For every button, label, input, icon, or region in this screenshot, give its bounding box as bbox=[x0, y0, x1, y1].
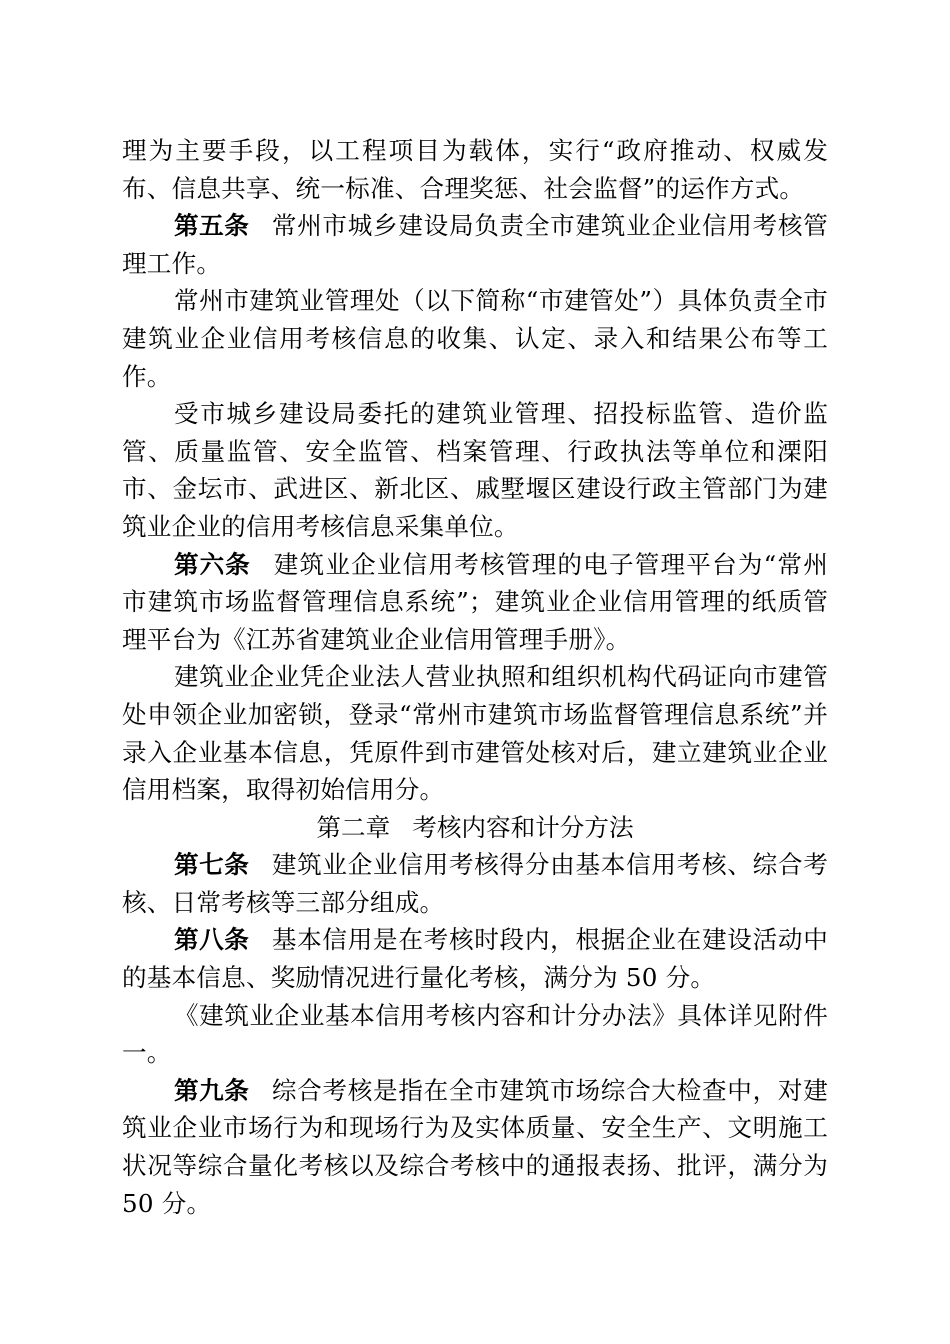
article-7-text: 建筑业企业信用考核得分由基本信用考核、综合考核、日常考核等三部分组成。 bbox=[122, 850, 828, 917]
article-9-text: 综合考核是指在全市建筑市场综合大检查中，对建筑业企业市场行为和现场行为及实体质量、安全生产、文明施工状况等综合量化考核以及综合考核中的通报表扬、批评，满分为 50 分。 bbox=[122, 1075, 828, 1218]
paragraph-registration: 建筑业企业凭企业法人营业执照和组织机构代码证向市建管处申领企业加密锁，登录“常州市建筑市场监督管理信息系统”并录入企业基本信息，凭原件到市建管处核对后，建立建筑业企业信用档案，取得初始信用分。 bbox=[122, 662, 828, 805]
paragraph-attachment-1: 《建筑业企业基本信用考核内容和计分办法》具体详见附件一。 bbox=[122, 1000, 828, 1068]
article-5-text: 常州市城乡建设局负责全市建筑业企业信用考核管理工作。 bbox=[122, 211, 828, 278]
article-7-label: 第七条 bbox=[174, 850, 250, 880]
article-6 bbox=[122, 546, 828, 659]
article-6-text: 建筑业企业信用考核管理的电子管理平台为“常州市建筑市场监督管理信息系统”；建筑业企业信用管理的纸质管理平台为《江苏省建筑业企业信用管理手册》。 bbox=[122, 549, 828, 654]
article-6-label: 第六条 bbox=[174, 549, 251, 579]
article-8 bbox=[122, 921, 828, 996]
article-8-text: 基本信用是在考核时段内，根据企业在建设活动中的基本信息、奖励情况进行量化考核，满分为 50 分。 bbox=[122, 925, 828, 993]
paragraph-continuation: 理为主要手段，以工程项目为载体，实行“政府推动、权威发布、信息共享、统一标准、合理奖惩、社会监督”的运作方式。 bbox=[122, 136, 828, 203]
chapter-title: 考核内容和计分方法 bbox=[412, 812, 634, 842]
article-8-label: 第八条 bbox=[174, 925, 250, 955]
article-5 bbox=[122, 207, 828, 282]
article-7 bbox=[122, 846, 828, 921]
article-9 bbox=[122, 1072, 828, 1222]
paragraph-city-office: 常州市建筑业管理处（以下简称“市建管处”）具体负责全市建筑业企业信用考核信息的收集、认定、录入和结果公布等工作。 bbox=[122, 286, 828, 391]
article-9-label: 第九条 bbox=[174, 1075, 250, 1105]
document-body bbox=[122, 132, 828, 1222]
chapter-number: 第二章 bbox=[316, 812, 391, 842]
article-5-label: 第五条 bbox=[174, 211, 250, 241]
paragraph-collection-units: 受市城乡建设局委托的建筑业管理、招投标监管、造价监管、质量监管、安全监管、档案管理、行政执法等单位和溧阳市、金坛市、武进区、新北区、戚墅堰区建设行政主管部门为建筑业企业的信用考核信息采集单位。 bbox=[122, 399, 828, 541]
chapter-heading bbox=[122, 809, 828, 847]
